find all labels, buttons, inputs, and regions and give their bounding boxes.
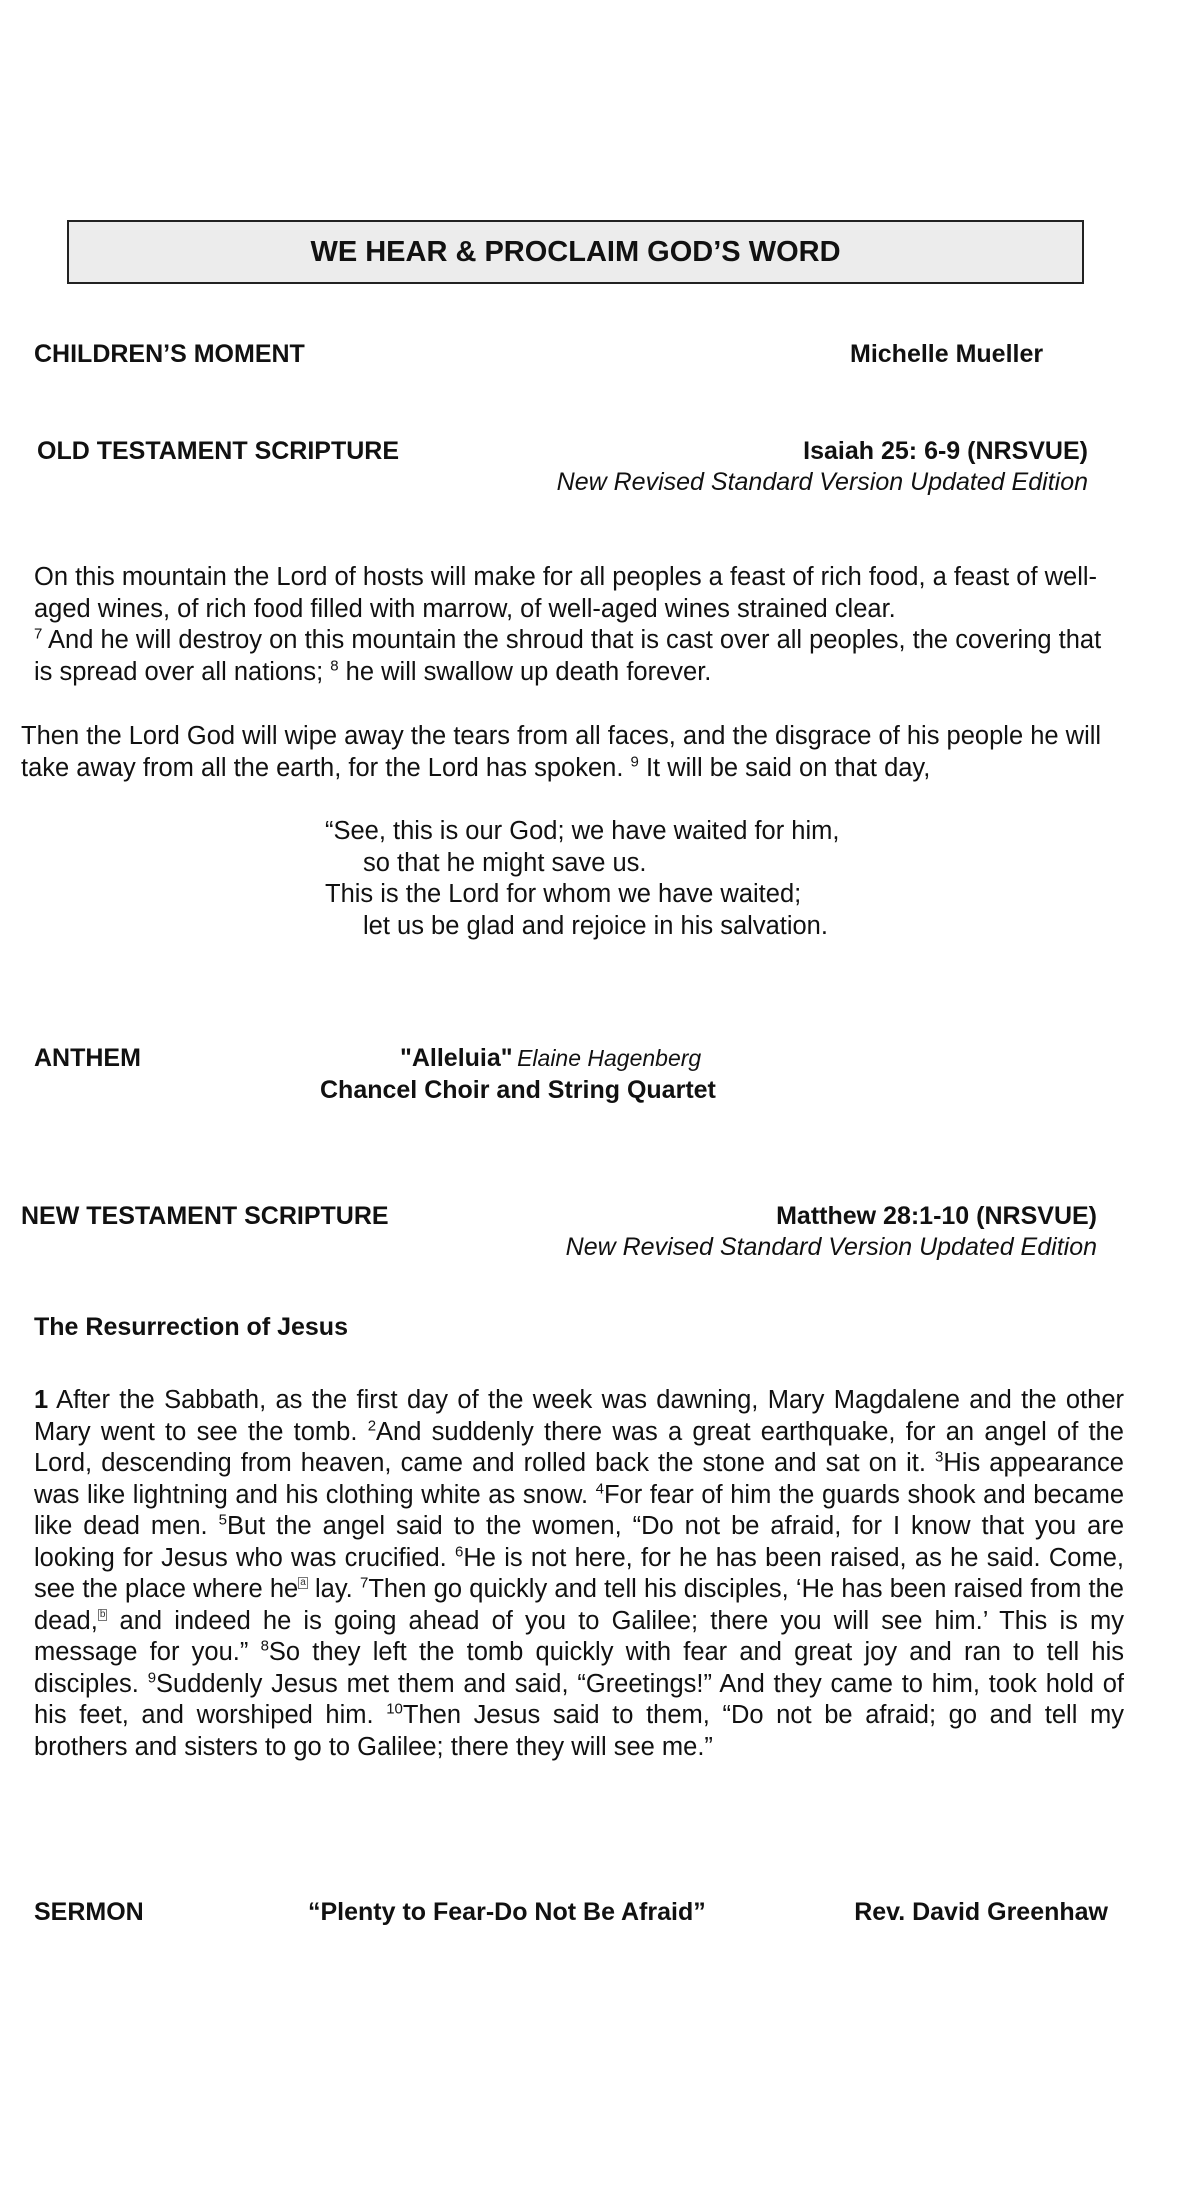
sermon-label: SERMON (34, 1898, 144, 1926)
verse-number: 8 (330, 657, 339, 674)
anthem-performers: Chancel Choir and String Quartet (320, 1076, 716, 1104)
poem-line: “See, this is our God; we have waited for him, (325, 817, 840, 845)
verse-number: 3 (935, 1448, 944, 1466)
new-testament-passage: 1 After the Sabbath, as the first day of the week was dawning, Mary Magdalene and the other Mary went to see the tomb. $^2$And suddenly there was a great earthquake, for an angel of the Lord, descending from heaven, came and rolled back the stone and sat on it. $^3$His appearance was like lightning and his clothing white as snow. $^4$For fear of him the guards shook and became like dead men. $^5$But the angel said to the women, “Do not be afraid, for I know that you are looking for Jesus who was crucified. $^6$He is not here, for he has been raised, as he said. Come, see the place where he a lay. $^7$Then go quickly and tell his disciples, ‘He has been raised from the dead, b and indeed he is going ahead of you to Galilee; there you will see him.’ This is my message for you.” $^8$So they left the tomb quickly with fear and great joy and ran to tell his disciples. $^9$Suddenly Jesus met them and said, “Greetings!” And they came to him, took hold of his feet, and worshiped him. $^{10}$Then Jesus said to them, “Do not be afraid; go and tell my brothers and sisters to go to Galilee; there they will see me.” (34, 1386, 1125, 1761)
poem-line: This is the Lord for whom we have waited; (325, 880, 802, 908)
poem-line: let us be glad and rejoice in his salvation. (363, 911, 828, 940)
sermon-title: “Plenty to Fear-Do Not Be Afraid” (308, 1898, 706, 1926)
new-testament-reference: Matthew 28:1-10 (NRSVUE) (776, 1202, 1097, 1230)
footnote-link-a[interactable]: a (300, 1577, 306, 1588)
poem-line: so that he might save us. (363, 848, 647, 877)
verse-number: 9 (630, 753, 639, 770)
verse-number: 4 (595, 1480, 604, 1497)
childrens-moment-leader: Michelle Mueller (850, 340, 1044, 368)
old-testament-version: New Revised Standard Version Updated Edition (556, 468, 1088, 496)
anthem-composer: Elaine Hagenberg (517, 1045, 702, 1071)
verse-number: 6 (455, 1543, 464, 1560)
section-title: WE HEAR & PROCLAIM GOD’S WORD (310, 236, 841, 268)
old-testament-reference: Isaiah 25: 6-9 (NRSVUE) (803, 437, 1088, 465)
footnote-link-b[interactable]: b (99, 1608, 106, 1620)
verse-number: 2 (367, 1417, 377, 1434)
new-testament-label: NEW TESTAMENT SCRIPTURE (21, 1202, 389, 1230)
anthem-title-line (400, 1044, 701, 1073)
old-testament-paragraph-2: Then the Lord God will wipe away the tears from all faces, and the disgrace of his people he will take away from all the earth, for the Lord has spoken. $^9$ It will be said on that day, (21, 722, 1102, 782)
verse-number: 10 (386, 1700, 403, 1718)
verse-number: 5 (218, 1511, 227, 1529)
verse-number: 9 (147, 1669, 157, 1686)
verse-number: 1 (34, 1386, 49, 1414)
old-testament-paragraph-1: On this mountain the Lord of hosts will make for all peoples a feast of rich food, a feast of well-aged wines, of rich food filled with marrow, of well-aged wines strained clear. $^7$ And he will destroy on this mountain the shroud that is cast over all peoples, the covering that is spread over all nations; $^8$ he will swallow up death forever. (34, 563, 1102, 686)
old-testament-poem (325, 816, 839, 942)
verse-number: 7 (360, 1574, 369, 1592)
anthem-title: "Alleluia" (400, 1044, 513, 1072)
sermon-preacher: Rev. David Greenhaw (854, 1898, 1108, 1926)
verse-number: 8 (260, 1637, 269, 1655)
anthem-label: ANTHEM (34, 1044, 141, 1072)
verse-number: 7 (34, 625, 43, 643)
new-testament-heading: The Resurrection of Jesus (34, 1313, 348, 1341)
new-testament-version: New Revised Standard Version Updated Edition (565, 1233, 1097, 1261)
old-testament-label: OLD TESTAMENT SCRIPTURE (37, 437, 400, 465)
childrens-moment-label: CHILDREN’S MOMENT (34, 340, 305, 368)
section-title-banner (67, 220, 1084, 284)
